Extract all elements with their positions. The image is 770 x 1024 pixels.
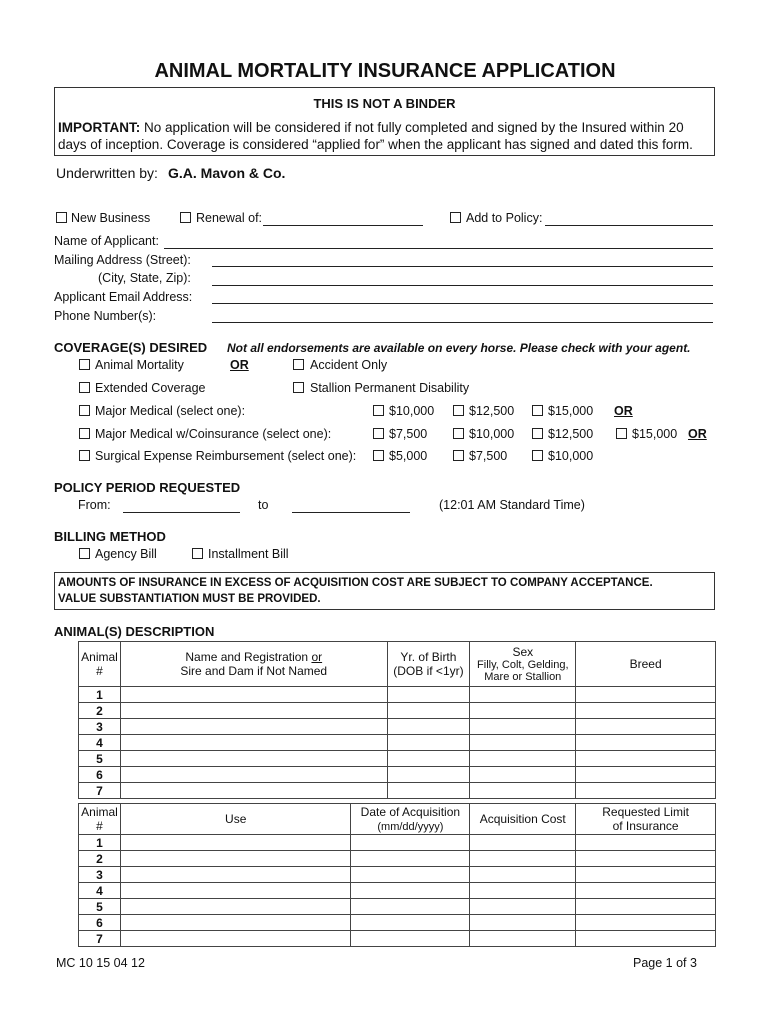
col-animal-number: Animal #: [79, 642, 121, 687]
breed-cell[interactable]: [576, 751, 716, 767]
row-number: 2: [79, 703, 121, 719]
row-number: 6: [79, 915, 121, 931]
coins-7500-checkbox[interactable]: [373, 428, 384, 439]
use-cell[interactable]: [120, 899, 350, 915]
sex-cell[interactable]: [470, 687, 576, 703]
notice-line-1: AMOUNTS OF INSURANCE IN EXCESS OF ACQUISITION COST ARE SUBJECT TO COMPANY ACCEPTANCE.: [58, 577, 653, 589]
col-use: Use: [120, 804, 350, 835]
row-number: 5: [79, 751, 121, 767]
breed-cell[interactable]: [576, 703, 716, 719]
mailing-street-label: Mailing Address (Street):: [54, 253, 191, 267]
surg-7500-label: $7,500: [469, 449, 508, 463]
sex-cell[interactable]: [470, 703, 576, 719]
use-cell[interactable]: [120, 851, 350, 867]
major-medical-checkbox[interactable]: [79, 405, 90, 416]
coverage-or-2: OR: [614, 404, 633, 418]
agency-bill-label: Agency Bill: [95, 547, 157, 561]
row-number: 7: [79, 931, 121, 947]
limit-cell[interactable]: [576, 915, 716, 931]
date-cell[interactable]: [351, 835, 470, 851]
table-header-row: [79, 642, 716, 687]
yob-cell[interactable]: [387, 767, 470, 783]
row-number: 5: [79, 899, 121, 915]
coverage-note: Not all endorsements are available on every horse. Please check with your agent.: [227, 341, 691, 355]
date-cell[interactable]: [351, 899, 470, 915]
yob-cell[interactable]: [387, 719, 470, 735]
col-sex: Sex Filly, Colt, Gelding, Mare or Stallion: [470, 642, 576, 687]
date-cell[interactable]: [351, 867, 470, 883]
table-row: [79, 899, 716, 915]
row-number: 4: [79, 883, 121, 899]
cost-cell[interactable]: [470, 915, 576, 931]
col-name-registration: Name and Registration or Sire and Dam if Not Named: [120, 642, 387, 687]
surg-5000-label: $5,000: [389, 449, 428, 463]
breed-cell[interactable]: [576, 687, 716, 703]
major-medical-label: Major Medical (select one):: [95, 404, 246, 418]
city-state-zip-field[interactable]: [212, 285, 713, 286]
breed-cell[interactable]: [576, 767, 716, 783]
mm-15000-label: $15,000: [548, 404, 594, 418]
extended-coverage-checkbox[interactable]: [79, 382, 90, 393]
row-number: 1: [79, 687, 121, 703]
surg-7500-checkbox[interactable]: [453, 450, 464, 461]
table-row: [79, 735, 716, 751]
name-cell[interactable]: [120, 767, 387, 783]
row-number: 2: [79, 851, 121, 867]
limit-cell[interactable]: [576, 835, 716, 851]
mm-12500-label: $12,500: [469, 404, 515, 418]
use-cell[interactable]: [120, 867, 350, 883]
city-state-zip-label: (City, State, Zip):: [98, 271, 191, 285]
surgical-label: Surgical Expense Reimbursement (select one):: [95, 449, 357, 463]
coins-10000-checkbox[interactable]: [453, 428, 464, 439]
row-number: 3: [79, 719, 121, 735]
sex-cell[interactable]: [470, 751, 576, 767]
limit-cell[interactable]: [576, 899, 716, 915]
important-text-1: No application will be considered if not fully completed and signed by the Insured within 20: [144, 120, 684, 135]
policy-period-heading: POLICY PERIOD REQUESTED: [54, 480, 241, 495]
table-row: [79, 687, 716, 703]
row-number: 3: [79, 867, 121, 883]
table-row: [79, 867, 716, 883]
mm-coins-checkbox[interactable]: [79, 428, 90, 439]
accident-only-label: Accident Only: [310, 358, 388, 372]
date-cell[interactable]: [351, 915, 470, 931]
table-row: [79, 751, 716, 767]
row-number: 7: [79, 783, 121, 799]
applicant-name-label: Name of Applicant:: [54, 234, 159, 248]
limit-cell[interactable]: [576, 931, 716, 947]
renewal-checkbox[interactable]: [180, 212, 191, 223]
yob-cell[interactable]: [387, 703, 470, 719]
add-to-policy-label: Add to Policy:: [466, 211, 543, 225]
col-animal-number: Animal #: [79, 804, 121, 835]
date-cell[interactable]: [351, 883, 470, 899]
coverage-or-1: OR: [230, 358, 249, 372]
col-acquisition-cost: Acquisition Cost: [470, 804, 576, 835]
col-year-of-birth: Yr. of Birth (DOB if <1yr): [387, 642, 470, 687]
row-number: 4: [79, 735, 121, 751]
col-breed: Breed: [576, 642, 716, 687]
coins-12500-label: $12,500: [548, 427, 594, 441]
surg-10000-label: $10,000: [548, 449, 594, 463]
limit-cell[interactable]: [576, 851, 716, 867]
use-cell[interactable]: [120, 915, 350, 931]
table-row: [79, 719, 716, 735]
use-cell[interactable]: [120, 883, 350, 899]
agency-bill-checkbox[interactable]: [79, 548, 90, 559]
table-row: [79, 915, 716, 931]
table-header-row: [79, 804, 716, 835]
acquisition-table: [78, 803, 716, 947]
email-label: Applicant Email Address:: [54, 290, 193, 304]
new-business-label: New Business: [71, 211, 151, 225]
to-label: to: [258, 498, 269, 512]
yob-cell[interactable]: [387, 735, 470, 751]
mm-coins-label: Major Medical w/Coinsurance (select one):: [95, 427, 332, 441]
cost-cell[interactable]: [470, 851, 576, 867]
extended-coverage-label: Extended Coverage: [95, 381, 206, 395]
yob-cell[interactable]: [387, 783, 470, 799]
time-note: (12:01 AM Standard Time): [439, 498, 585, 512]
renewal-field[interactable]: [263, 225, 423, 226]
use-cell[interactable]: [120, 931, 350, 947]
renewal-label: Renewal of:: [196, 211, 263, 225]
cost-cell[interactable]: [470, 883, 576, 899]
installment-bill-checkbox[interactable]: [192, 548, 203, 559]
coins-7500-label: $7,500: [389, 427, 428, 441]
page-title: ANIMAL MORTALITY INSURANCE APPLICATION: [154, 60, 616, 82]
accident-only-checkbox[interactable]: [293, 359, 304, 370]
limit-cell[interactable]: [576, 883, 716, 899]
important-line-1: [58, 120, 684, 135]
mm-10000-label: $10,000: [389, 404, 435, 418]
yob-cell[interactable]: [387, 687, 470, 703]
phone-label: Phone Number(s):: [54, 309, 157, 323]
table-row: [79, 851, 716, 867]
table-row: [79, 703, 716, 719]
animals-heading: ANIMAL(S) DESCRIPTION: [54, 624, 215, 639]
cost-cell[interactable]: [470, 931, 576, 947]
animal-description-table: [78, 641, 716, 799]
col-date-of-acquisition: Date of Acquisition (mm/dd/yyyy): [351, 804, 470, 835]
name-cell[interactable]: [120, 783, 387, 799]
surgical-checkbox[interactable]: [79, 450, 90, 461]
use-cell[interactable]: [120, 835, 350, 851]
coins-10000-label: $10,000: [469, 427, 515, 441]
mm-10000-checkbox[interactable]: [373, 405, 384, 416]
form-id: MC 10 15 04 12: [56, 956, 145, 970]
coins-15000-checkbox[interactable]: [616, 428, 627, 439]
mm-12500-checkbox[interactable]: [453, 405, 464, 416]
applicant-name-field[interactable]: [164, 248, 713, 249]
from-field[interactable]: [123, 512, 240, 513]
date-cell[interactable]: [351, 931, 470, 947]
breed-cell[interactable]: [576, 783, 716, 799]
from-label: From:: [78, 498, 111, 512]
breed-cell[interactable]: [576, 735, 716, 751]
limit-cell[interactable]: [576, 867, 716, 883]
phone-field[interactable]: [212, 322, 713, 323]
mailing-street-field[interactable]: [212, 266, 713, 267]
table-row: [79, 835, 716, 851]
table-row: [79, 931, 716, 947]
name-cell[interactable]: [120, 735, 387, 751]
surg-10000-checkbox[interactable]: [532, 450, 543, 461]
sex-cell[interactable]: [470, 767, 576, 783]
name-cell[interactable]: [120, 687, 387, 703]
stallion-disability-label: Stallion Permanent Disability: [310, 381, 470, 395]
surg-5000-checkbox[interactable]: [373, 450, 384, 461]
sex-cell[interactable]: [470, 719, 576, 735]
row-number: 6: [79, 767, 121, 783]
sex-cell[interactable]: [470, 735, 576, 751]
add-to-policy-checkbox[interactable]: [450, 212, 461, 223]
coverage-or-3: OR: [688, 427, 707, 441]
name-cell[interactable]: [120, 751, 387, 767]
to-field[interactable]: [292, 512, 410, 513]
add-to-policy-field[interactable]: [545, 225, 713, 226]
installment-bill-label: Installment Bill: [208, 547, 289, 561]
coins-12500-checkbox[interactable]: [532, 428, 543, 439]
important-line-2: days of inception. Coverage is considered “applied for” when the applicant has signed and dated this form.: [58, 137, 693, 152]
name-cell[interactable]: [120, 719, 387, 735]
billing-heading: BILLING METHOD: [54, 529, 166, 544]
underwriter-name: G.A. Mavon & Co.: [168, 165, 286, 181]
date-cell[interactable]: [351, 851, 470, 867]
row-number: 1: [79, 835, 121, 851]
table-row: [79, 783, 716, 799]
cost-cell[interactable]: [470, 867, 576, 883]
stallion-disability-checkbox[interactable]: [293, 382, 304, 393]
col-requested-limit: Requested Limit of Insurance: [576, 804, 716, 835]
binder-notice: THIS IS NOT A BINDER: [313, 96, 456, 111]
mm-15000-checkbox[interactable]: [532, 405, 543, 416]
coins-15000-label: $15,000: [632, 427, 678, 441]
new-business-checkbox[interactable]: [56, 212, 67, 223]
name-cell[interactable]: [120, 703, 387, 719]
breed-cell[interactable]: [576, 719, 716, 735]
important-label: IMPORTANT:: [58, 120, 141, 135]
yob-cell[interactable]: [387, 751, 470, 767]
notice-line-2: VALUE SUBSTANTIATION MUST BE PROVIDED.: [58, 593, 321, 605]
table-row: [79, 883, 716, 899]
cost-cell[interactable]: [470, 835, 576, 851]
underwritten-label: Underwritten by:: [56, 165, 158, 181]
animal-mortality-checkbox[interactable]: [79, 359, 90, 370]
coverage-heading: COVERAGE(S) DESIRED: [54, 340, 208, 355]
email-field[interactable]: [212, 303, 713, 304]
cost-cell[interactable]: [470, 899, 576, 915]
table-row: [79, 767, 716, 783]
page-number: Page 1 of 3: [633, 956, 697, 970]
animal-mortality-label: Animal Mortality: [95, 358, 184, 372]
sex-cell[interactable]: [470, 783, 576, 799]
